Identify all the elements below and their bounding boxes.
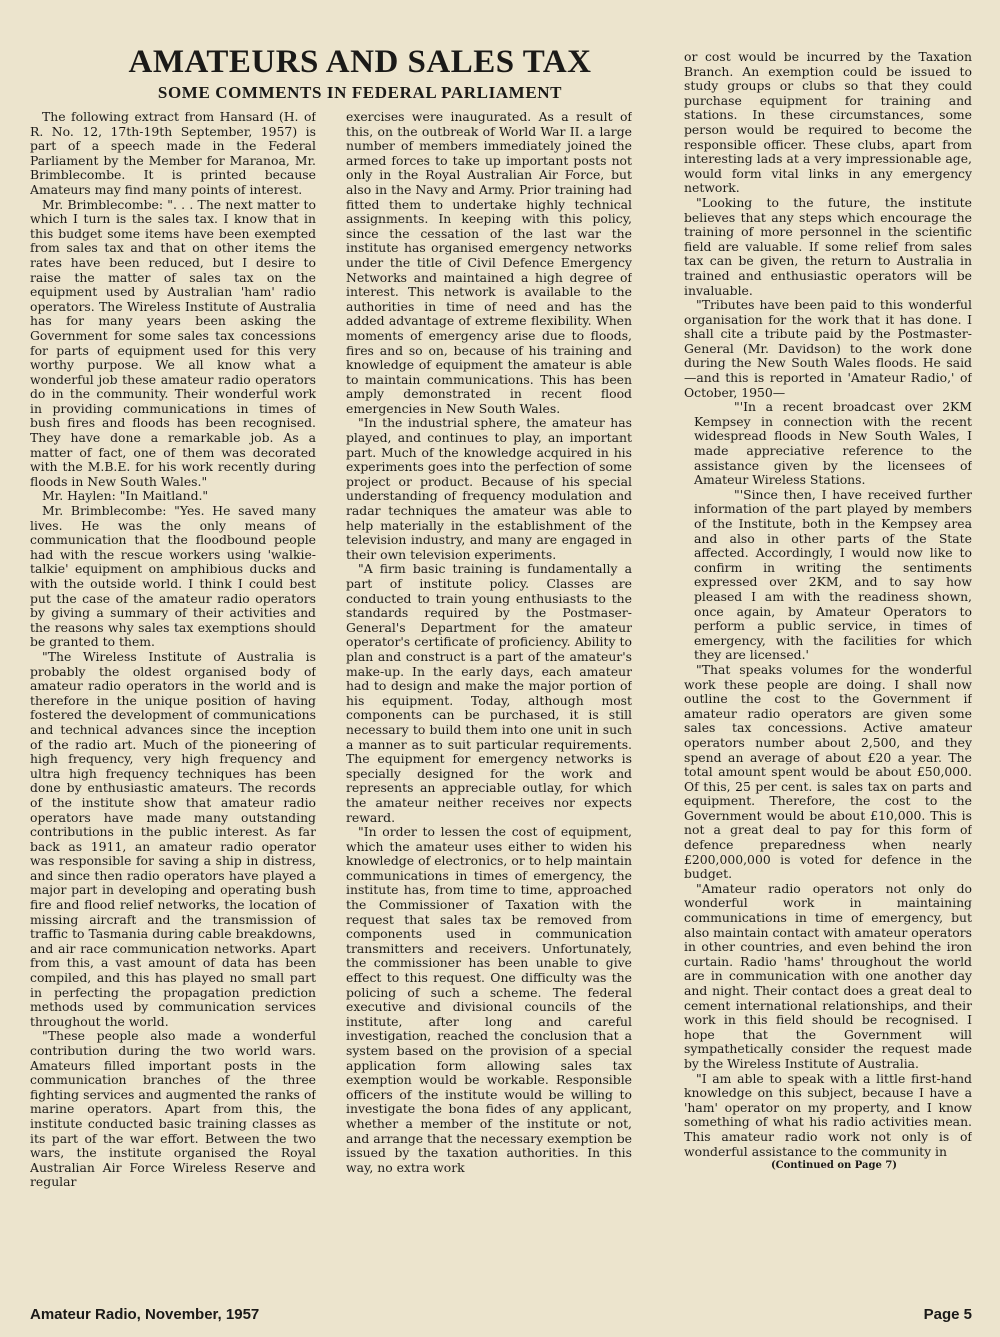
continued-note: (Continued on Page 7) <box>770 1160 898 1172</box>
paragraph: or cost would be incurred by the Taxation Branch. An exemption could be issued to study groups or clubs so that they could purchase equipment for training and stations. In these circumstances, some person would be required to become the responsible officer. These clubs, apart from interesting lads at a very impressionable age, would form vital links in any emergency network. <box>684 50 972 196</box>
paragraph: Mr. Brimblecombe: ". . . The next matter to which I turn is the sales tax. I know that in this budget some items have been exempted from sales tax and that on other items the rates have been reduced, but I desire to raise the matter of sales tax on the equipment used by Australian 'ham' radio operators. The Wireless Institute of Australia has for many years been asking the Government for some sales tax concessions for parts of equipment used for this very worthy purpose. We all know what a wonderful job these amateur radio operators do in the community. Their wonderful work in providing communications in times of bush fires and floods has been recognised. They have done a remarkable job. As a matter of fact, one of them was decorated with the M.B.E. for his work recently during floods in New South Wales." <box>30 196 316 489</box>
column-3 <box>684 50 972 1282</box>
paragraph: Mr. Haylen: "In Maitland." <box>42 488 209 504</box>
page-footer <box>30 1306 972 1328</box>
paragraph: "Amateur radio operators not only do wonderful work in maintaining communications in time of emergency, but also maintain contact with amateur operators in other countries, and even behind the iron curtain. Radio 'hams' throughout the world are in communication with one another day and night. Their contact does a great deal to cement international relationships, and their work in this field should be recognised. I hope that the Government will sympathetically consider the request made by the Wireless Institute of Australia. <box>684 880 972 1071</box>
paragraph: "Tributes have been paid to this wonderful organisation for the work that it has done. I shall cite a tribute paid by the Postmaster-General (Mr. Davidson) to the work done during the New South Wales floods. He said—and this is reported in 'Amateur Radio,' of October, 1950— <box>684 297 972 400</box>
paragraph: The following extract from Hansard (H. of R. No. 12, 17th-19th September, 1957) is part of a speech made in the Federal Parliament by the Member for Maranoa, Mr. Brimblecombe. It is printed because Amateurs may find many points of interest. <box>30 110 316 197</box>
paragraph: Mr. Brimblecombe: "Yes. He saved many lives. He was the only means of communication that the floodbound people had with the rescue workers using 'walkie-talkie' equipment on amphibious ducks and with the outside world. I think I could best put the case of the amateur radio operators by giving a summary of their activities and the reasons why sales tax exemptions should be granted to them. <box>30 503 316 650</box>
paragraph: "That speaks volumes for the wonderful work these people are doing. I shall now outline the cost to the Government if amateur radio operators are given some sales tax concessions. Active amateur operators number about 2,500, and they spend an average of about £20 a year. The total amount spent would be about £50,000. Of this, 25 per cent. is sales tax on parts and equipment. Therefore, the cost to the Government would be about £10,000. This is not a great deal to pay for this form of defence preparedness when nearly £200,000,000 is voted for defence in the budget. <box>684 661 972 882</box>
article-subtitle: SOME COMMENTS IN FEDERAL PARLIAMENT <box>157 83 563 102</box>
quoted-paragraph: "'In a recent broadcast over 2KM Kempsey in connection with the recent widespread floods in New South Wales, I made appreciative reference to the assistance given by the licensees of Amateur Wireless Stations. <box>694 399 972 488</box>
article-header <box>60 44 660 104</box>
article-title: AMATEURS AND SALES TAX <box>128 44 592 80</box>
column-1 <box>30 110 316 1282</box>
page-number: Page 5 <box>923 1306 972 1323</box>
paragraph: "I am able to speak with a little first-hand knowledge on this subject, because I have a 'ham' operator on my property, and I know something of what his radio activities mean. This amateur radio work not only is of wonderful assistance to the community in <box>684 1070 972 1159</box>
quoted-paragraph: "'Since then, I have received further information of the part played by members of the Institute, both in the Kempsey area and also in other parts of the State affected. Accordingly, I would now like to confirm in writing the sentiments expressed over 2KM, and to say how pleased I am with the readiness shown, once again, by Amateur Operators to perform a public service, in times of emergency, with the facilities for which they are licensed.' <box>694 486 972 663</box>
publication-name: Amateur Radio, November, 1957 <box>30 1306 260 1323</box>
paragraph: exercises were inaugurated. As a result of this, on the outbreak of World War II. a large number of members immediately joined the armed forces to take up important posts not only in the Royal Australian Air Force, but also in the Navy and Army. Prior training had fitted them to undertake highly technical assignments. In keeping with this policy, since the cessation of the last war the institute has organised emergency networks under the title of Civil Defence Emergency Networks and maintained a high degree of interest. This network is available to the authorities in time of need and has the added advantage of extreme flexibility. When moments of emergency arise due to floods, fires and so on, because of his training and knowledge of equipment the amateur is able to maintain communications. This has been amply demonstrated in recent flood emergencies in New South Wales. <box>346 110 632 416</box>
paragraph: "Looking to the future, the institute believes that any steps which encourage the training of more personnel in the scientific field are valuable. If some relief from sales tax can be given, the return to Australia in trained and enthusiastic operators will be invaluable. <box>684 194 972 298</box>
paragraph: "In order to lessen the cost of equipment, which the amateur uses either to widen his knowledge of electronics, or to help maintain communications in times of emergency, the institute has, from time to time, approached the Commissioner of Taxation with the request that sales tax be removed from components used in communication transmitters and receivers. Unfortunately, the commissioner has been unable to give effect to this request. One difficulty was the policing of such a scheme. The federal executive and divisional councils of the institute, after long and careful investigation, reached the conclusion that a system based on the provision of a special application form allowing sales tax exemption would be workable. Responsible officers of the institute would be willing to investigate the bona fides of any applicant, whether a member of the institute or not, and arrange that the necessary exemption be issued by the taxation authorities. In this way, no extra work <box>346 824 632 1175</box>
column-2 <box>346 110 632 1282</box>
paragraph: "A firm basic training is fundamentally a part of institute policy. Classes are conducted to train young enthusiasts to the standards required by the Postmaser-General's Department for the amateur operator's certificate of proficiency. Ability to plan and construct is a part of the amateur's make-up. In the early days, each amateur had to design and make the major portion of his equipment. Today, although most components can be purchased, it is still necessary to build them into one unit in such a manner as to suit particular requirements. The equipment for emergency networks is specially designed for the work and represents an appreciable outlay, for which the amateur neither receives nor expects reward. <box>346 561 632 825</box>
paragraph: "The Wireless Institute of Australia is probably the oldest organised body of amateur radio operators in the world and is therefore in the unique position of having fostered the development of communications and technical advances since the inception of the radio art. Much of the pioneering of high frequency, very high frequency and ultra high frequency techniques has been done by enthusiastic amateurs. The records of the institute show that amateur radio operators have made many outstanding contributions in the public interest. As far back as 1911, an amateur radio operator was responsible for saving a ship in distress, and since then radio operators have played a major part in developing and operating bush fire and flood relief networks, the location of missing aircraft and the transmission of traffic to Tasmania during cable breakdowns, and air race communication networks. Apart from this, a vast amount of data has been compiled, and this has played no small part in perfecting the propagation prediction methods used by communication services throughout the world. <box>30 648 316 1029</box>
paragraph: "In the industrial sphere, the amateur has played, and continues to play, an important part. Much of the knowledge acquired in his experiments goes into the perfection of some project or product. Because of his special understanding of frequency modulation and radar techniques the amateur was able to help materially in the establishment of the television industry, and many are engaged in their own television experiments. <box>346 415 632 562</box>
paragraph: "These people also made a wonderful contribution during the two world wars. Amateurs filled important posts in the communication branches of the three fighting services and augmented the ranks of marine operators. Apart from this, the institute conducted basic training classes as its part of the war effort. Between the two wars, the institute organised the Royal Australian Air Force Wireless Reserve and regular <box>30 1028 316 1190</box>
